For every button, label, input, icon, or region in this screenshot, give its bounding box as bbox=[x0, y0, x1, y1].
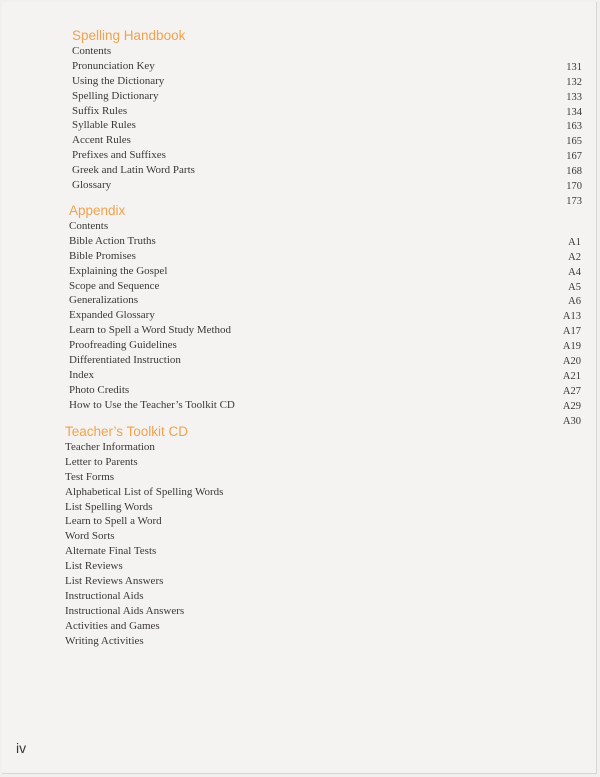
toc-entry bbox=[69, 249, 581, 264]
section-appendix bbox=[69, 202, 581, 427]
toc-entry-title: Greek and Latin Word Parts bbox=[72, 164, 195, 177]
toc-entry-page: A29 bbox=[562, 400, 581, 412]
toc-entry-title: Learn to Spell a Word Study Method bbox=[69, 324, 232, 337]
toc-entry-page: A13 bbox=[562, 311, 581, 323]
toc-entry-title: Activities and Games bbox=[65, 619, 160, 632]
toc-entry bbox=[69, 353, 581, 368]
toc-entry bbox=[72, 118, 582, 133]
toc-entry-title: Spelling Dictionary bbox=[72, 89, 159, 102]
toc-entry-title: Alphabetical List of Spelling Words bbox=[65, 485, 224, 498]
toc-entry-page: 165 bbox=[566, 136, 582, 148]
toc-entry-page: A20 bbox=[562, 356, 581, 368]
toc-entry-page: 167 bbox=[566, 151, 582, 163]
toc-entry bbox=[69, 308, 581, 323]
toc-entry bbox=[72, 104, 582, 119]
toc-entry-page: A4 bbox=[568, 266, 581, 278]
toc-entry bbox=[69, 338, 581, 353]
toc-entry-title: Suffix Rules bbox=[72, 104, 128, 117]
toc-entry-page: A6 bbox=[568, 296, 581, 308]
toc-entry bbox=[69, 293, 581, 308]
toc-entry-page: 170 bbox=[566, 181, 582, 193]
toc-entry-title: Pronunciation Key bbox=[72, 59, 155, 72]
toc-entry bbox=[69, 398, 581, 413]
toc-entry-page: A5 bbox=[568, 281, 581, 293]
toc-entry-title: Proofreading Guidelines bbox=[69, 339, 177, 352]
toc-entry bbox=[65, 500, 581, 515]
toc-entry-page: 131 bbox=[566, 61, 582, 73]
toc-entry-title: List Reviews Answers bbox=[65, 575, 164, 588]
toc-entry-page: A17 bbox=[562, 326, 581, 338]
toc-entry-title: Writing Activities bbox=[65, 634, 144, 647]
toc-entry-page: A21 bbox=[562, 370, 581, 382]
page-number: iv bbox=[16, 740, 27, 756]
toc-entry-page: 168 bbox=[566, 166, 582, 178]
toc-entry-title: Photo Credits bbox=[69, 383, 130, 396]
toc-entry bbox=[65, 604, 581, 619]
toc-entry-title: Contents bbox=[72, 45, 112, 57]
toc-entry-page: 134 bbox=[566, 106, 582, 118]
section-teachers-toolkit-cd bbox=[65, 423, 581, 648]
toc-entry-title: Using the Dictionary bbox=[72, 74, 165, 87]
toc-entry-title: Instructional Aids Answers bbox=[65, 604, 185, 617]
toc-entry bbox=[69, 219, 581, 234]
book-page bbox=[2, 2, 597, 774]
toc-entry bbox=[69, 234, 581, 249]
toc-entry-page: 133 bbox=[566, 91, 582, 103]
toc-entry bbox=[65, 619, 581, 634]
toc-entry-title: List Spelling Words bbox=[65, 500, 153, 513]
toc-entry-title: Syllable Rules bbox=[72, 119, 136, 132]
toc-entry-page: 163 bbox=[566, 121, 582, 133]
toc-entry-page: 173 bbox=[566, 195, 582, 207]
toc-entry-title: Explaining the Gospel bbox=[69, 264, 168, 277]
toc-entry-title: Alternate Final Tests bbox=[65, 545, 157, 558]
toc-entry bbox=[65, 529, 581, 544]
toc-entry bbox=[65, 544, 581, 559]
toc-entry-title: How to Use the Teacher’s Toolkit CD bbox=[69, 398, 235, 411]
toc-entry-title: Generalizations bbox=[69, 294, 139, 307]
toc-entry bbox=[72, 163, 582, 178]
toc-entry bbox=[69, 279, 581, 294]
toc-entry-title: Prefixes and Suffixes bbox=[72, 149, 166, 162]
toc-entry-title: List Reviews bbox=[65, 560, 123, 573]
toc-entry-title: Glossary bbox=[72, 179, 112, 192]
toc-entry bbox=[65, 455, 581, 470]
toc-entry bbox=[69, 323, 581, 338]
toc-entry bbox=[72, 148, 582, 163]
toc-entry-title: Bible Promises bbox=[69, 249, 136, 262]
toc-entry-title: Word Sorts bbox=[65, 530, 115, 543]
toc-entry bbox=[72, 44, 582, 59]
toc-entry-page: A2 bbox=[568, 251, 581, 263]
toc-entry bbox=[72, 59, 582, 74]
toc-entry-title: Test Forms bbox=[65, 470, 115, 483]
section-spelling-handbook bbox=[72, 27, 582, 208]
toc-entry-title: Learn to Spell a Word bbox=[65, 515, 162, 528]
toc-entry-page: A27 bbox=[562, 385, 581, 397]
toc-entry bbox=[69, 368, 581, 383]
toc-entry bbox=[69, 383, 581, 398]
toc-entry bbox=[65, 634, 581, 649]
toc-entry bbox=[69, 264, 581, 279]
toc-entry-title: Instructional Aids bbox=[65, 589, 144, 602]
toc-entry bbox=[65, 485, 581, 500]
toc-entry-title: Bible Action Truths bbox=[69, 234, 156, 247]
toc-entry-title: Expanded Glossary bbox=[69, 309, 155, 322]
toc-entry bbox=[65, 559, 581, 574]
toc-entry-title: Letter to Parents bbox=[65, 455, 138, 468]
toc-entry bbox=[65, 470, 581, 485]
section-heading: Spelling Handbook bbox=[72, 28, 186, 43]
toc-entry bbox=[65, 589, 581, 604]
toc-entry-title: Differentiated Instruction bbox=[69, 354, 181, 367]
toc-entry-page: A19 bbox=[562, 341, 581, 353]
toc-entry bbox=[72, 89, 582, 104]
toc-entry-title: Contents bbox=[69, 220, 109, 232]
toc-entry-title: Teacher Information bbox=[65, 441, 155, 453]
toc-entry-title: Scope and Sequence bbox=[69, 279, 160, 292]
toc-entry-page: A1 bbox=[568, 236, 581, 248]
toc-entry-page: A30 bbox=[562, 415, 581, 427]
section-heading: Appendix bbox=[69, 203, 126, 218]
toc-entry-title: Index bbox=[69, 368, 95, 381]
toc-entry-title: Accent Rules bbox=[72, 134, 131, 147]
section-heading: Teacher’s Toolkit CD bbox=[65, 424, 189, 439]
toc-entry bbox=[65, 440, 581, 455]
toc-entry bbox=[65, 574, 581, 589]
toc-entry bbox=[72, 74, 582, 89]
toc-entry bbox=[65, 514, 581, 529]
toc-entry bbox=[72, 133, 582, 148]
toc-entry-page: 132 bbox=[566, 76, 582, 88]
toc-entry bbox=[72, 178, 582, 193]
